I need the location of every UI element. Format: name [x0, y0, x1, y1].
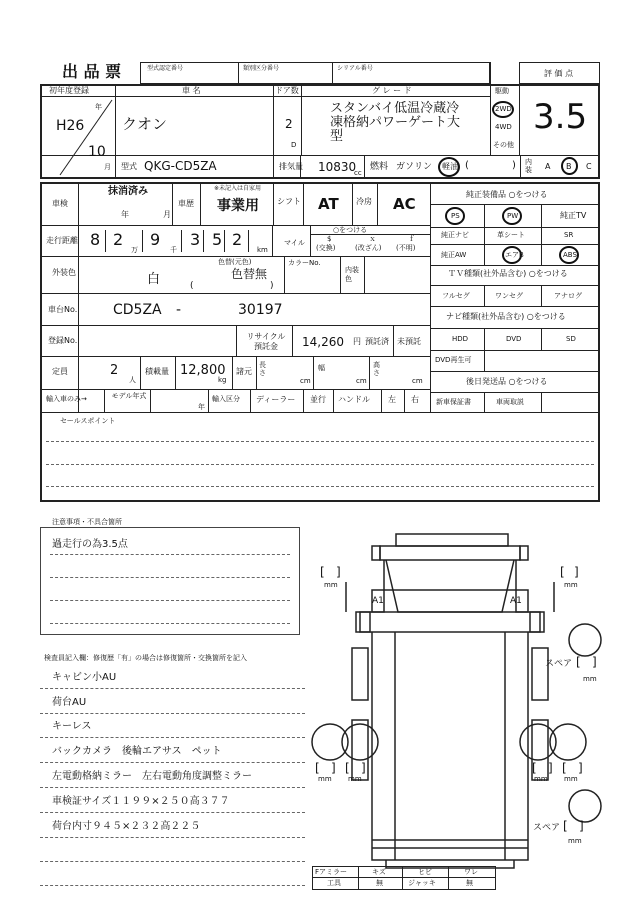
equip-aw: 純正AW [441, 251, 467, 259]
history-value: 事業用 [217, 198, 259, 214]
shaken-label: 車検 [52, 199, 68, 208]
wheel-ll-bracket-close: ] [331, 761, 336, 775]
score-value: 3.5 [533, 97, 588, 137]
grade-label: グ レ ー ド [372, 86, 412, 95]
drive-other: その他 [493, 141, 514, 149]
fuel-paren-close: ) [512, 160, 516, 171]
equip-tv: 純正TV [560, 211, 587, 220]
mileage-digit-4: 3 [190, 230, 201, 249]
inspector-line-3: キーレス [52, 721, 92, 732]
wheel-rr-bracket-open: [ [562, 761, 567, 775]
mileage-digit-1: 8 [90, 230, 101, 249]
chassis-number: 30197 [238, 302, 283, 318]
shaken-value: 抹消済み [108, 186, 148, 197]
mirror-left-bracket-close: ] [336, 565, 341, 579]
color-change-label: 色替(元色) [218, 258, 252, 266]
inspector-line-4: バックカメラ 後輪エアサス ペット [52, 746, 222, 757]
width-label: 幅 [318, 364, 325, 372]
dvd-playback: DVD再生可 [435, 356, 472, 364]
spare-front-mm: mm [583, 675, 597, 683]
car-name-label: 車 名 [182, 86, 201, 95]
spare-front-bracket-open: [ [576, 655, 581, 669]
handle-right: 右 [411, 395, 419, 404]
type-cert-label: 型式認定番号 [147, 65, 184, 72]
equip-pw: PW [507, 212, 519, 220]
height-unit: cm [412, 377, 423, 385]
class-label: 類別区分番号 [243, 65, 280, 72]
exterior-label: 外装色 [52, 268, 76, 277]
damage-a1-right: A1 [510, 596, 522, 606]
inspector-line-5: 左電動格納ミラー 左右電動角度調整ミラー [52, 771, 252, 782]
chassis-model: CD5ZA [113, 302, 162, 318]
spare-rear-bracket-close: ] [579, 819, 584, 833]
width-unit: cm [356, 377, 367, 385]
tv-title: ＴＶ種類(社外品含む) ○をつける [448, 269, 568, 278]
load-label: 積載量 [145, 367, 169, 376]
capacity-label: 定員 [52, 367, 68, 376]
navi-sd: SD [566, 335, 576, 343]
sales-point-label: セールスポイント [60, 417, 116, 425]
displacement-label: 排気量 [279, 162, 303, 171]
notes-title: 注意事項・不具合箇所 [52, 518, 122, 526]
length-label: 長さ [259, 361, 266, 377]
chassis-label: 車台No. [48, 305, 78, 314]
mileage-man: 万 [131, 246, 138, 254]
bottom-header-4: ワレ [464, 868, 478, 876]
bottom-tools: 工具 [327, 879, 341, 887]
import-kind-label: 輸入区分 [212, 395, 240, 403]
drive-2wd: 2WD [495, 105, 512, 113]
inspector-line-1: キャビン小AU [52, 672, 117, 683]
first-reg-month: 10 [88, 144, 106, 160]
wheel-rl-bracket-open: [ [532, 761, 537, 775]
wheel-rr-bracket-close: ] [578, 761, 583, 775]
mileage-label: 走行距離 [46, 236, 78, 245]
load-value: 12,800 [180, 363, 226, 378]
shift-label: シフト [277, 197, 301, 206]
interior-b: B [566, 162, 572, 171]
navi-dvd: DVD [506, 335, 522, 343]
equip-sr: SR [564, 231, 574, 239]
model-label: 型式 [121, 162, 137, 171]
wheel-rr-mm: mm [564, 775, 578, 783]
fuel-paren-open: ( [465, 160, 469, 171]
wheel-lr-bracket-close: ] [361, 761, 366, 775]
tv-fullseg: フルセグ [442, 292, 470, 300]
bottom-jack-value: 無 [466, 879, 473, 887]
equip-airbag: エアB [505, 251, 524, 259]
spare-rear-bracket-open: [ [563, 819, 568, 833]
displacement-value: 10830 [318, 160, 357, 174]
model-year-label: モデル年式 [111, 392, 147, 400]
mirror-right-bracket-close: ] [574, 565, 579, 579]
interior-color-label: 内装色 [345, 266, 359, 283]
drive-label: 駆動 [495, 87, 509, 95]
recycle-unpaid: 未預託 [397, 337, 421, 346]
mirror-right-bracket-open: [ [560, 565, 565, 579]
cooler-value: AC [393, 195, 416, 213]
mile-opt3: (不明) [396, 244, 416, 252]
after-manual: 車両取説 [496, 398, 524, 406]
shaken-month-mark: 月 [163, 210, 171, 219]
capacity-unit: 人 [129, 376, 136, 384]
recycle-unit: 円 [353, 337, 361, 346]
mirror-left-mm: mm [324, 581, 338, 589]
bottom-jack: ジャッキ [408, 879, 436, 887]
bottom-header-2: キズ [372, 868, 386, 876]
handle-left: 左 [388, 395, 396, 404]
bottom-header-3: ヒビ [418, 868, 432, 876]
interior-label: 内装 [525, 158, 532, 174]
door-unit: D [291, 141, 297, 149]
reg-no-label: 登録No. [48, 336, 78, 345]
capacity-value: 2 [110, 363, 119, 378]
shaken-year-mark: 年 [121, 210, 129, 219]
spare-front-label: スペア [545, 659, 573, 669]
tv-oneseg: ワンセグ [495, 292, 523, 300]
color-change-value: 色替無 [231, 267, 268, 281]
inspector-line-2: 荷台AU [52, 697, 87, 708]
notes-line-1: 過走行の為3.5点 [52, 539, 128, 550]
equip-navi: 純正ナビ [441, 231, 469, 239]
wheel-lr-bracket-open: [ [345, 761, 350, 775]
chassis-dash: - [176, 302, 182, 318]
bottom-tools-value: 無 [376, 879, 383, 887]
mile-opt2-sym: ｘ [369, 235, 376, 243]
model-year-suffix: 年 [198, 403, 205, 411]
spare-rear-mm: mm [568, 837, 582, 845]
load-unit: kg [218, 376, 227, 384]
damage-a1-left: A1 [372, 596, 384, 606]
car-name: クオン [122, 115, 168, 133]
import-label: 輸入車のみ→ [46, 395, 87, 403]
recycle-value: 14,260 [302, 335, 344, 349]
mileage-digit-2: 2 [113, 230, 124, 249]
after-title: 後日発送品 ○をつける [466, 377, 548, 386]
length-unit: cm [300, 377, 311, 385]
model-value: QKG-CD5ZA [144, 159, 217, 173]
mirror-right-mm: mm [564, 581, 578, 589]
drive-4wd: 4WD [495, 123, 512, 131]
inspector-line-6: 車検証サイズ１１９９×２５０高３７７ [52, 796, 230, 807]
fuel-diesel: 軽油 [442, 162, 458, 171]
recycle-label: リサイクル預託金 [246, 332, 286, 351]
history-label: 車歴 [178, 199, 194, 208]
color-no-label: カラーNo. [288, 259, 321, 267]
grade-value: スタンバイ低温冷蔵冷凍格納パワーゲート大型 [330, 101, 461, 144]
equip-abs: ABS [563, 251, 577, 259]
door-label: ドア数 [275, 86, 299, 95]
equip-ps: PS [451, 212, 460, 220]
mile-opt2: (改ざん) [355, 244, 382, 252]
history-note: ※未記入は自家用 [214, 185, 262, 192]
mirror-left-bracket-open: [ [320, 565, 325, 579]
equipment-title: 純正装備品 ○をつける [466, 190, 548, 199]
bottom-header-1: Fアミラー [315, 868, 348, 876]
door-count: 2 [285, 117, 293, 131]
import-parallel: 並行 [310, 395, 326, 404]
interior-a: A [545, 162, 551, 171]
handle-label: ハンドル [338, 395, 370, 404]
fuel-label: 燃料 [370, 162, 389, 172]
color-change-paren-close: ) [270, 281, 274, 291]
displacement-unit: cc [354, 169, 362, 177]
tv-analog: アナログ [554, 292, 582, 300]
mileage-digit-6: 2 [232, 230, 243, 249]
serial-label: シリアル番号 [337, 65, 373, 72]
mileage-sen: 千 [170, 246, 177, 254]
wheel-lr-mm: mm [348, 775, 362, 783]
inspector-title: 検査員記入欄：修復歴「有」の場合は修復箇所・交換箇所を記入 [44, 654, 247, 662]
mileage-digit-3: 9 [150, 230, 161, 249]
spare-rear-label: スペア [533, 823, 561, 833]
shift-value: AT [318, 195, 339, 213]
mile-label: マイル [284, 239, 305, 247]
exterior-color: 白 [147, 272, 161, 287]
wheel-ll-mm: mm [318, 775, 332, 783]
mileage-digit-5: 5 [212, 230, 223, 249]
month-unit: 月 [104, 163, 111, 171]
fuel-gasoline: ガソリン [396, 162, 433, 172]
after-warranty: 新車保証書 [436, 398, 471, 406]
mile-note: ○をつける [333, 226, 368, 234]
spare-front-bracket-close: ] [592, 655, 597, 669]
height-label: 高さ [373, 361, 380, 377]
wheel-ll-bracket-open: [ [315, 761, 320, 775]
color-change-paren-open: ( [190, 281, 194, 291]
inspector-line-7: 荷台内寸９４５×２３２高２２５ [52, 821, 201, 832]
year-unit: 年 [95, 103, 102, 111]
interior-c: C [586, 162, 592, 171]
mile-opt3-sym: ｆ [408, 235, 415, 243]
first-reg-year: H26 [56, 118, 85, 134]
mile-opt1-sym: $ [327, 235, 332, 243]
cooler-label: 冷房 [356, 197, 372, 206]
mile-opt1: (交換) [316, 244, 336, 252]
wheel-rl-mm: mm [534, 775, 548, 783]
navi-hdd: HDD [452, 335, 469, 343]
dims-label: 諸元 [236, 367, 252, 376]
import-dealer: ディーラー [256, 395, 296, 404]
wheel-rl-bracket-close: ] [548, 761, 553, 775]
score-label: 評 価 点 [544, 69, 574, 78]
mileage-km: km [257, 246, 268, 254]
navi-title: ナビ種類(社外品含む) ○をつける [446, 312, 566, 321]
page-title: 出 品 票 [62, 62, 122, 81]
equip-leather: 革シート [497, 231, 525, 239]
recycle-paid: 預託済 [365, 337, 389, 346]
first-reg-label: 初年度登録 [49, 86, 89, 95]
